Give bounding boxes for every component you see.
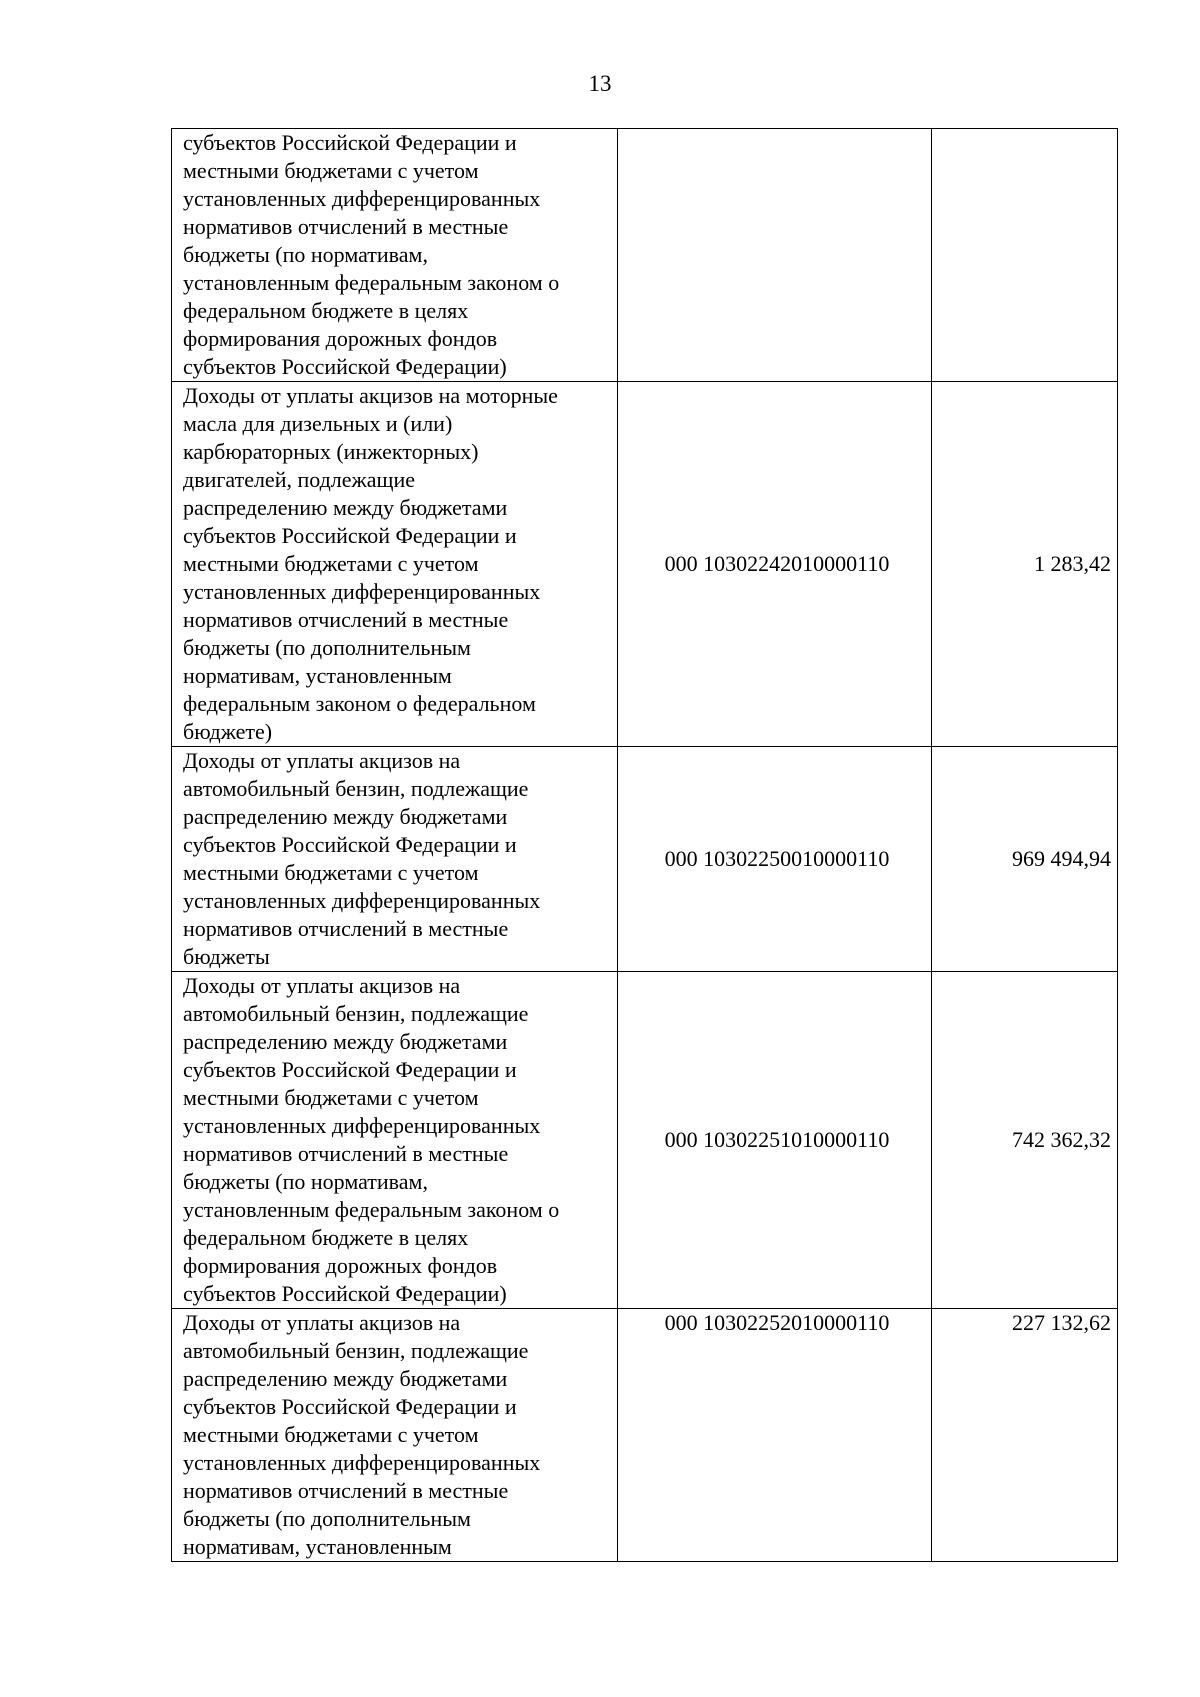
- amount-cell: 969 494,94: [932, 747, 1118, 972]
- income-name-line: установленным федеральным законом о: [183, 270, 560, 295]
- income-name-line: установленных дифференцированных: [183, 888, 541, 913]
- income-name-line: местными бюджетами с учетом: [183, 551, 479, 576]
- amount-cell: [932, 129, 1118, 382]
- income-name-line: установленных дифференцированных: [183, 579, 541, 604]
- income-name-cell: [172, 1309, 618, 1562]
- amount-cell: 742 362,32: [932, 972, 1118, 1309]
- income-name-line: местными бюджетами с учетом: [183, 158, 479, 183]
- income-name-line: установленным федеральным законом о: [183, 1197, 560, 1222]
- income-name-line: формирования дорожных фондов: [183, 326, 498, 351]
- income-name-line: субъектов Российской Федерации и: [183, 523, 517, 548]
- budget-code-cell: 000 10302242010000110: [618, 382, 932, 747]
- income-name-line: субъектов Российской Федерации и: [183, 832, 517, 857]
- table-row: [172, 747, 1118, 972]
- table-row: [172, 129, 1118, 382]
- income-name-line: нормативов отчислений в местные: [183, 214, 509, 239]
- budget-code-cell: 000 10302252010000110: [618, 1309, 932, 1562]
- income-name-line: местными бюджетами с учетом: [183, 1422, 479, 1447]
- page-number: 13: [588, 71, 612, 96]
- income-name-line: нормативов отчислений в местные: [183, 1141, 509, 1166]
- income-name-line: распределению между бюджетами: [183, 804, 508, 829]
- income-name-line: федеральном бюджете в целях: [183, 298, 469, 323]
- income-name-line: Доходы от уплаты акцизов на: [183, 973, 461, 998]
- income-name-line: Доходы от уплаты акцизов на моторные: [183, 383, 558, 408]
- amount-cell: 1 283,42: [932, 382, 1118, 747]
- revenue-table: [171, 128, 1118, 1562]
- income-name-line: бюджеты (по дополнительным: [183, 1506, 471, 1531]
- income-name-line: местными бюджетами с учетом: [183, 860, 479, 885]
- income-name-line: нормативов отчислений в местные: [183, 607, 509, 632]
- income-name-cell: [172, 972, 618, 1309]
- income-name-line: бюджете): [183, 719, 273, 744]
- revenue-table-body: [172, 129, 1118, 1562]
- income-name-line: бюджеты: [183, 944, 270, 969]
- income-name-line: субъектов Российской Федерации и: [183, 1394, 517, 1419]
- budget-code-cell: [618, 129, 932, 382]
- income-name-cell: [172, 382, 618, 747]
- income-name-line: формирования дорожных фондов: [183, 1253, 498, 1278]
- income-name-line: субъектов Российской Федерации и: [183, 130, 517, 155]
- income-name-line: установленных дифференцированных: [183, 1113, 541, 1138]
- table-row: [172, 382, 1118, 747]
- income-name-cell: [172, 747, 618, 972]
- income-name-line: двигателей, подлежащие: [183, 467, 415, 492]
- income-name-line: федеральным законом о федеральном: [183, 691, 536, 716]
- budget-code-cell: 000 10302250010000110: [618, 747, 932, 972]
- income-name-line: нормативам, установленным: [183, 1534, 452, 1559]
- income-name-line: федеральном бюджете в целях: [183, 1225, 469, 1250]
- income-name-line: бюджеты (по нормативам,: [183, 242, 428, 267]
- income-name-line: субъектов Российской Федерации): [183, 354, 507, 379]
- income-name-line: автомобильный бензин, подлежащие: [183, 1001, 529, 1026]
- income-name-line: автомобильный бензин, подлежащие: [183, 776, 529, 801]
- income-name-line: бюджеты (по дополнительным: [183, 635, 471, 660]
- income-name-line: распределению между бюджетами: [183, 1366, 508, 1391]
- income-name-line: распределению между бюджетами: [183, 495, 508, 520]
- income-name-line: автомобильный бензин, подлежащие: [183, 1338, 529, 1363]
- table-row: [172, 972, 1118, 1309]
- income-name-line: нормативов отчислений в местные: [183, 1478, 509, 1503]
- income-name-line: субъектов Российской Федерации): [183, 1281, 507, 1306]
- income-name-line: нормативов отчислений в местные: [183, 916, 509, 941]
- income-name-cell: [172, 129, 618, 382]
- table-row: [172, 1309, 1118, 1562]
- income-name-line: Доходы от уплаты акцизов на: [183, 1310, 461, 1335]
- budget-code-cell: 000 10302251010000110: [618, 972, 932, 1309]
- amount-cell: 227 132,62: [932, 1309, 1118, 1562]
- income-name-line: масла для дизельных и (или): [183, 411, 453, 436]
- income-name-line: карбюраторных (инжекторных): [183, 439, 479, 464]
- income-name-line: нормативам, установленным: [183, 663, 452, 688]
- income-name-line: субъектов Российской Федерации и: [183, 1057, 517, 1082]
- income-name-line: Доходы от уплаты акцизов на: [183, 748, 461, 773]
- income-name-line: установленных дифференцированных: [183, 1450, 541, 1475]
- income-name-line: распределению между бюджетами: [183, 1029, 508, 1054]
- income-name-line: бюджеты (по нормативам,: [183, 1169, 428, 1194]
- income-name-line: местными бюджетами с учетом: [183, 1085, 479, 1110]
- income-name-line: установленных дифференцированных: [183, 186, 541, 211]
